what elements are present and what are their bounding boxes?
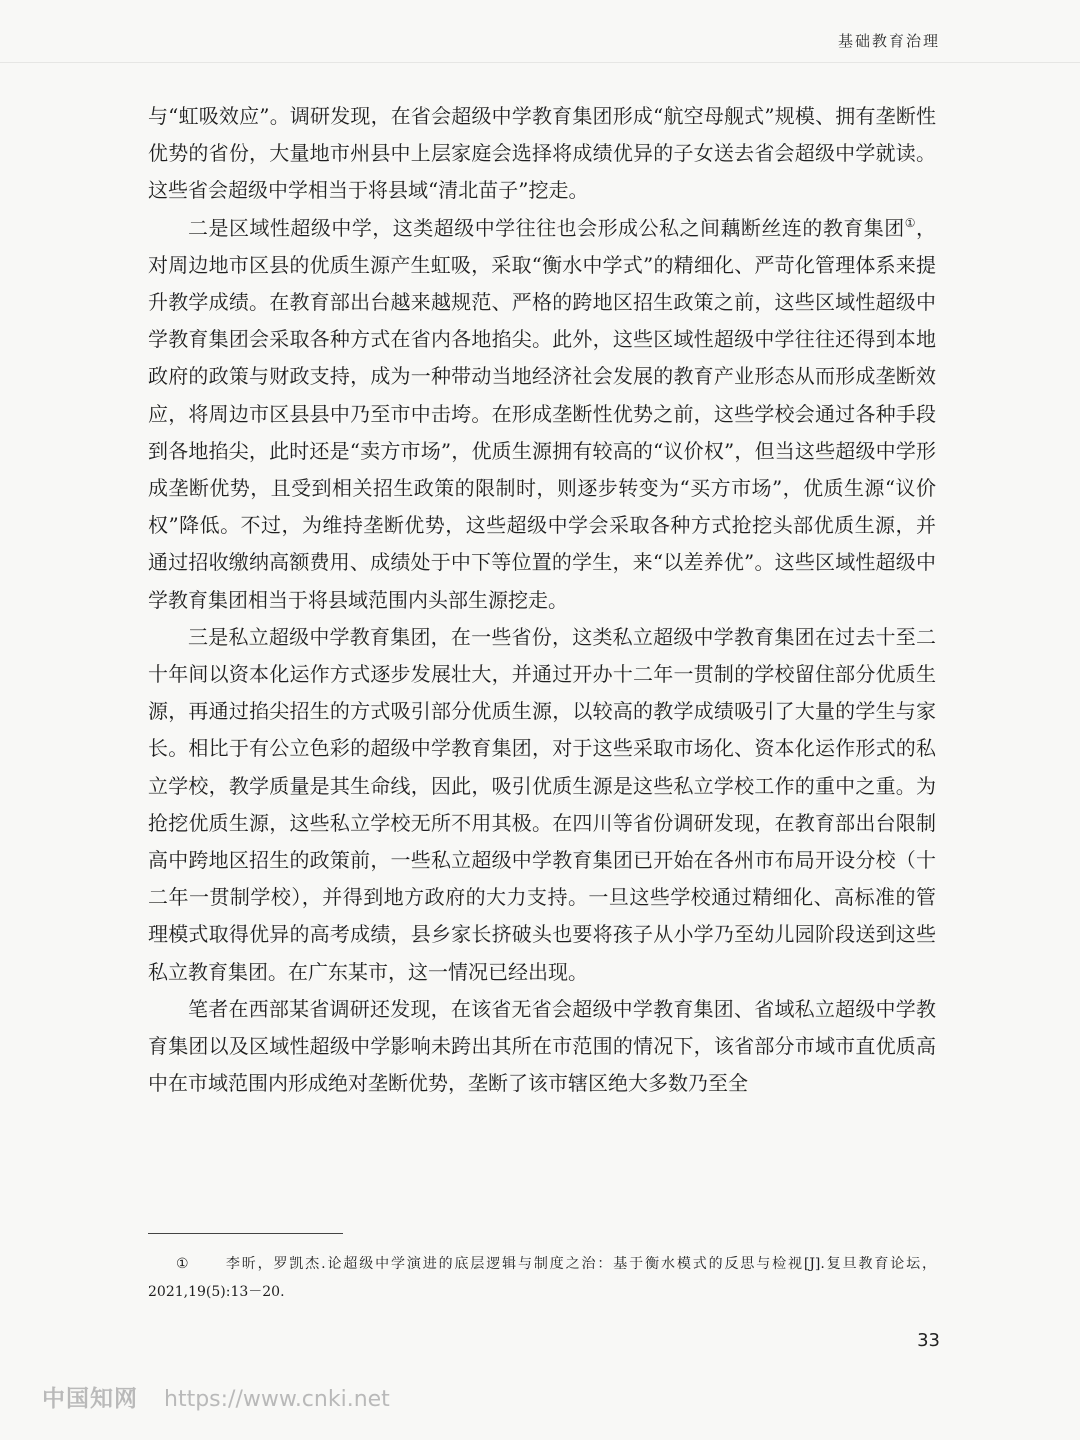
- running-header-title: 基础教育治理: [837, 32, 940, 50]
- footnote-mark: ①: [176, 1256, 189, 1272]
- paragraph-western-province: 笔者在西部某省调研还发现，在该省无省会超级中学教育集团、省域私立超级中学教育集团以及区域性超级中学影响未跨出其所在市范围的情况下，该省部分市域市直优质高中在市域范围内形成绝对垄断优势，垄断了该市辖区绝大多数乃至全: [148, 996, 936, 1096]
- paragraph-text-part-a: 二是区域性超级中学，这类超级中学往往也会形成公私之间藕断丝连的教育集团: [188, 215, 905, 240]
- paragraph-text-part-b: ，对周边地市区县的优质生源产生虹吸，采取“衡水中学式”的精细化、严苛化管理体系来提升教学成绩。在教育部出台越来越规范、严格的跨地区招生政策之前，这些区域性超级中学教育集团会采取各种方式在省内各地掐尖。此外，这些区域性超级中学往往还得到本地政府的政策与财政支持，成为一种带动当地经济社会发展的教育产业形态从而形成垄断效应，将周边市区县县中乃至市中击垮。在形成垄断性优势之前，这些学校会通过各种手段到各地掐尖，此时还是“卖方市场”，优质生源拥有较高的“议价权”，但当这些超级中学形成垄断优势，且受到相关招生政策的限制时，则逐步转变为“买方市场”，优质生源“议价权”降低。不过，为维持垄断优势，这些超级中学会采取各种方式抢挖头部优质生源，并通过招收缴纳高额费用、成绩处于中下等位置的学生，来“以差养优”。这些区域性超级中学教育集团相当于将县域范围内头部生源挖走。: [148, 215, 937, 612]
- paragraph-continued: 与“虹吸效应”。调研发现，在省会超级中学教育集团形成“航空母舰式”规模、拥有垄断性优势的省份，大量地市州县中上层家庭会选择将成绩优异的子女送去省会超级中学就读。这些省会超级中学相当于将县域“清北苗子”挖走。: [148, 104, 936, 203]
- watermark-url: https://www.cnki.net: [164, 1387, 390, 1412]
- footnote-divider: [148, 1233, 343, 1234]
- page-number: 33: [917, 1330, 940, 1351]
- footnote: [148, 1250, 936, 1306]
- header-divider: [0, 62, 1080, 63]
- footnote-reference[interactable]: ①: [904, 215, 917, 230]
- watermark-name: 中国知网: [42, 1386, 138, 1412]
- cnki-watermark: [42, 1380, 390, 1413]
- paragraph-private-super-schools: 三是私立超级中学教育集团，在一些省份，这类私立超级中学教育集团在过去十至二十年间以资本化运作方式逐步发展壮大，并通过开办十二年一贯制的学校留住部分优质生源，再通过掐尖招生的方式吸引部分优质生源，以较高的教学成绩吸引了大量的学生与家长。相比于有公立色彩的超级中学教育集团，对于这些采取市场化、资本化运作形式的私立学校，教学质量是其生命线，因此，吸引优质生源是这些私立学校工作的重中之重。为抢挖优质生源，这些私立学校无所不用其极。在四川等省份调研发现，在教育部出台限制高中跨地区招生的政策前，一些私立超级中学教育集团已开始在各州市布局开设分校（十二年一贯制学校），并得到地方政府的大力支持。一旦这些学校通过精细化、高标准的管理模式取得优异的高考成绩，县乡家长挤破头也要将孩子从小学乃至幼儿园阶段送到这些私立教育集团。在广东某市，这一情况已经出现。: [148, 624, 936, 984]
- footnote-text: 李昕，罗凯杰.论超级中学演进的底层逻辑与制度之治：基于衡水模式的反思与检视[J].复旦教育论坛，2021,19(5):13－20.: [148, 1256, 936, 1300]
- paragraph-regional-super-schools: [148, 210, 936, 619]
- article-body: [148, 98, 936, 1102]
